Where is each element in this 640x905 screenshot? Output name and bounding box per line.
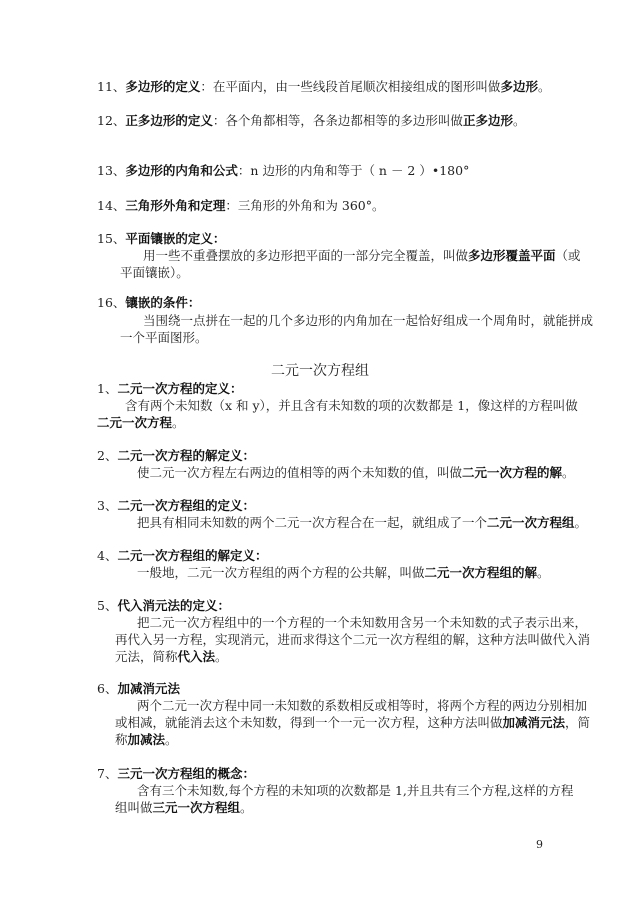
text-segment: ：n 边形的内角和等于（ n － 2 ）•180°	[237, 163, 470, 178]
item-heading-line	[97, 79, 550, 95]
text-segment: 14、	[97, 198, 126, 213]
text-segment: 15、	[97, 231, 126, 246]
bold-term: 代入法	[177, 649, 216, 664]
bold-term: 正多边形	[462, 113, 513, 128]
item-body-line	[137, 465, 575, 481]
bold-term: 三元一次方程组	[152, 800, 241, 815]
item-heading-line	[97, 198, 385, 214]
bold-term: 二元一次方程组	[487, 515, 575, 530]
bold-term: 二元一次方程组的解	[424, 565, 538, 580]
bold-term: 二元一次方程的解定义：	[117, 448, 255, 463]
text-segment: 把具有相同未知数的两个二元一次方程合在一起，就组成了一个	[137, 515, 488, 530]
item-heading-line	[97, 113, 525, 129]
item-body-line	[120, 265, 189, 281]
text-segment: 平面镶嵌）。	[120, 265, 189, 280]
item-body-line	[97, 415, 185, 431]
text-segment: （或	[555, 248, 581, 263]
item-body-line	[120, 330, 208, 346]
item-heading-line	[97, 548, 267, 564]
text-segment: ：在平面内，由一些线段首尾顺次相接组成的图形叫做	[200, 79, 501, 94]
bold-term: 正多边形的定义	[125, 113, 213, 128]
bold-term: 三角形外角和定理	[125, 198, 226, 213]
text-segment: 含有三个未知数,每个方程的未知项的次数都是 1,并且共有三个方程,这样的方程	[137, 783, 574, 798]
text-segment: 。	[165, 732, 178, 747]
text-segment: 7、	[97, 766, 118, 781]
bold-term: 二元一次方程的定义：	[117, 381, 243, 396]
bold-term: 多边形的定义	[125, 79, 201, 94]
item-heading-line	[97, 766, 255, 782]
text-segment: 。	[512, 113, 526, 128]
text-segment: 。	[562, 465, 575, 480]
text-segment: 用一些不重叠摆放的多边形把平面的一部分完全覆盖，叫做	[143, 248, 469, 263]
bold-term: 加减消元法	[502, 715, 566, 730]
text-segment: 。	[537, 565, 550, 580]
item-body-line	[115, 800, 253, 816]
text-segment: 。	[537, 79, 551, 94]
item-body-line	[137, 515, 587, 531]
item-heading-line	[97, 448, 255, 464]
text-segment: 。	[215, 649, 228, 664]
text-segment: 2、	[97, 448, 118, 463]
item-body-line	[137, 565, 550, 581]
text-segment: 1、	[97, 381, 118, 396]
item-body-line	[143, 313, 593, 329]
item-body-line	[115, 715, 590, 731]
bold-term: 加减法	[127, 732, 166, 747]
item-heading-line	[97, 295, 200, 311]
text-segment: 5、	[97, 598, 118, 613]
item-heading-line	[97, 598, 230, 614]
text-segment: 3、	[97, 498, 118, 513]
item-heading-line	[97, 381, 242, 397]
item-heading-line	[97, 163, 469, 179]
text-segment: 含有两个未知数（x 和 y），并且含有未知数的项的次数都是 1，像这样的方程叫做	[125, 398, 578, 413]
text-segment: 。	[574, 515, 588, 530]
text-segment: 再代入另一方程，实现消元，进而求得这个二元一次方程组的解，这种方法叫做代入消	[115, 632, 591, 647]
text-segment: 一般地，二元一次方程组的两个方程的公共解，叫做	[137, 565, 425, 580]
bold-term: 镶嵌的条件：	[125, 295, 201, 310]
text-segment: 把二元一次方程组中的一个方程的一个未知数用含另一个未知数的式子表示出来，	[137, 615, 588, 630]
text-segment: 组叫做	[115, 800, 153, 815]
bold-term: 代入消元法的定义：	[117, 598, 230, 613]
text-segment: 当围绕一点拼在一起的几个多边形的内角加在一起恰好组成一个周角时，就能拼成	[143, 313, 594, 328]
item-heading-line	[97, 231, 225, 247]
bold-term: 多边形的内角和公式	[125, 163, 238, 178]
text-segment: ：三角形的外角和为 360°。	[225, 198, 385, 213]
bold-term: 二元一次方程	[97, 415, 173, 430]
item-body-line	[137, 783, 573, 799]
text-segment: 6、	[97, 681, 118, 696]
text-segment: ，简	[565, 715, 591, 730]
bold-term: 三元一次方程组的概念：	[117, 766, 255, 781]
item-body-line	[115, 732, 178, 748]
text-segment: 11、	[97, 79, 126, 94]
text-segment: 称	[115, 732, 128, 747]
text-segment: 两个二元一次方程中同一未知数的系数相反或相等时，将两个方程的两边分别相加	[137, 698, 588, 713]
text-segment: 。	[240, 800, 253, 815]
text-segment: 4、	[97, 548, 118, 563]
section-title: 二元一次方程组	[271, 363, 369, 379]
text-segment: 使二元一次方程左右两边的值相等的两个未知数的值，叫做	[137, 465, 463, 480]
bold-term: 二元一次方程组的定义：	[117, 498, 255, 513]
bold-term: 二元一次方程组的解定义：	[117, 548, 268, 563]
text-segment: 元法，简称	[115, 649, 178, 664]
bold-term: 加减消元法	[117, 681, 180, 696]
text-segment: ：各个角都相等，各条边都相等的多边形叫做	[212, 113, 463, 128]
item-heading-line	[97, 498, 255, 514]
item-body-line	[143, 248, 581, 264]
item-body-line	[137, 615, 587, 631]
item-heading-line	[97, 681, 180, 697]
item-body-line	[125, 398, 578, 414]
text-segment: 。	[172, 415, 185, 430]
text-segment: 16、	[97, 295, 126, 310]
item-body-line	[115, 632, 590, 648]
item-body-line	[115, 649, 228, 665]
bold-term: 多边形覆盖平面	[468, 248, 556, 263]
bold-term: 多边形	[500, 79, 538, 94]
item-body-line	[137, 698, 587, 714]
bold-term: 二元一次方程的解	[462, 465, 563, 480]
text-segment: 一个平面图形。	[120, 330, 208, 345]
page-number: 9	[536, 838, 543, 851]
text-segment: 或相减，就能消去这个未知数，得到一个一元一次方程，这种方法叫做	[115, 715, 503, 730]
text-segment: 12、	[97, 113, 126, 128]
bold-term: 平面镶嵌的定义：	[125, 231, 226, 246]
text-segment: 13、	[97, 163, 126, 178]
